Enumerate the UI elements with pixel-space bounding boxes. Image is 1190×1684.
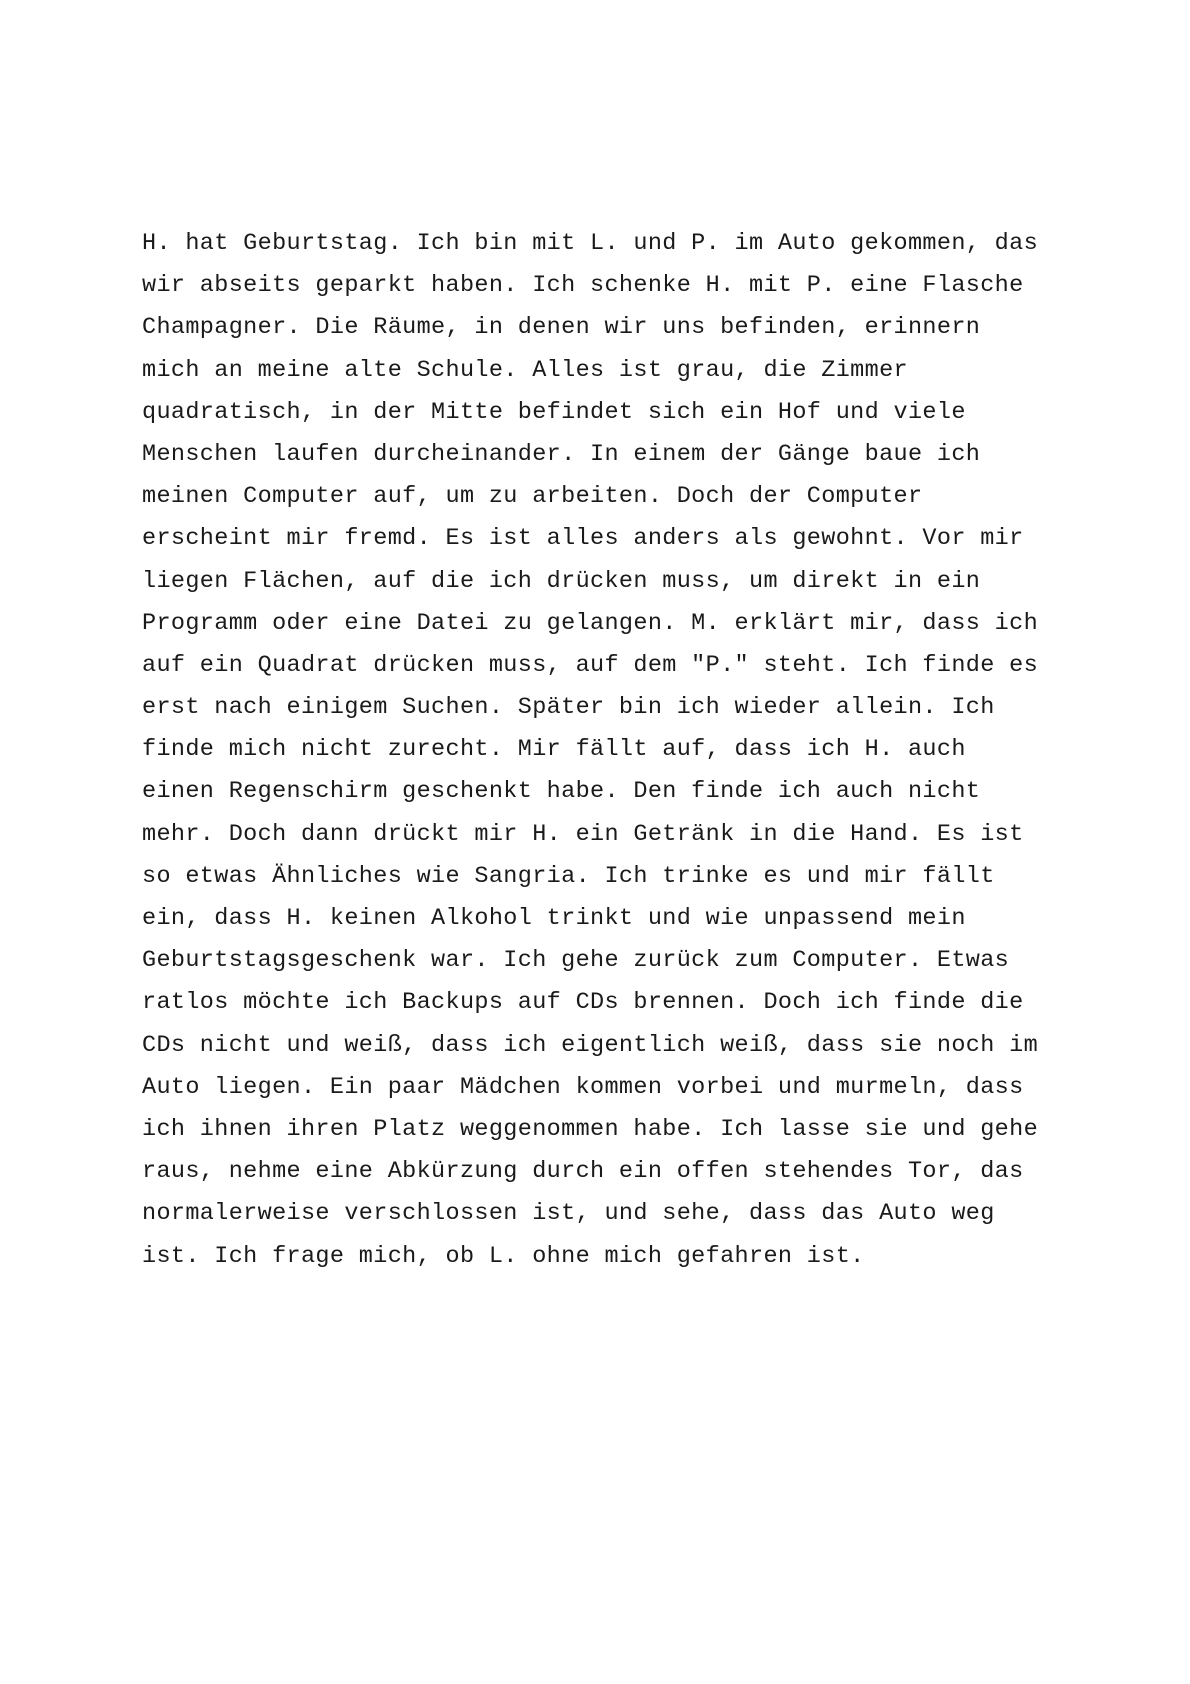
text-line: ist. Ich frage mich, ob L. ohne mich gefahren ist.	[142, 1242, 865, 1270]
text-line: mich an meine alte Schule. Alles ist grau, die Zimmer	[142, 356, 908, 384]
text-line: erst nach einigem Suchen. Später bin ich wieder allein. Ich	[142, 694, 995, 722]
body-text	[142, 223, 1062, 1278]
text-line: Auto liegen. Ein paar Mädchen kommen vorbei und murmeln, dass	[142, 1073, 1024, 1101]
text-line: finde mich nicht zurecht. Mir fällt auf, dass ich H. auch	[142, 736, 966, 764]
text-line: meinen Computer auf, um zu arbeiten. Doch der Computer	[142, 483, 923, 511]
text-line: normalerweise verschlossen ist, und sehe, dass das Auto weg	[142, 1200, 995, 1228]
text-line: ich ihnen ihren Platz weggenommen habe. Ich lasse sie und gehe	[142, 1115, 1039, 1143]
text-line: Programm oder eine Datei zu gelangen. M. erklärt mir, dass ich	[142, 609, 1039, 637]
text-line: CDs nicht und weiß, dass ich eigentlich weiß, dass sie noch im	[142, 1031, 1039, 1059]
text-line: H. hat Geburtstag. Ich bin mit L. und P. im Auto gekommen, das	[142, 230, 1039, 257]
text-line: erscheint mir fremd. Es ist alles anders als gewohnt. Vor mir	[142, 525, 1024, 553]
text-line: mehr. Doch dann drückt mir H. ein Getränk in die Hand. Es ist	[142, 820, 1024, 848]
text-line: liegen Flächen, auf die ich drücken muss, um direkt in ein	[142, 567, 981, 595]
text-line: raus, nehme eine Abkürzung durch ein offen stehendes Tor, das	[142, 1158, 1024, 1186]
text-line: Menschen laufen durcheinander. In einem der Gänge baue ich	[142, 440, 981, 468]
text-line: so etwas Ähnliches wie Sangria. Ich trinke es und mir fällt	[142, 862, 995, 890]
text-line: wir abseits geparkt haben. Ich schenke H. mit P. eine Flasche	[142, 272, 1024, 300]
text-line: ein, dass H. keinen Alkohol trinkt und wie unpassend mein	[142, 905, 966, 932]
text-line: ratlos möchte ich Backups auf CDs brennen. Doch ich finde die	[142, 989, 1024, 1017]
text-line: auf ein Quadrat drücken muss, auf dem "P." steht. Ich finde es	[142, 651, 1039, 679]
text-line: quadratisch, in der Mitte befindet sich ein Hof und viele	[142, 398, 966, 426]
text-line: Geburtstagsgeschenk war. Ich gehe zurück zum Computer. Etwas	[142, 947, 1010, 975]
text-line: einen Regenschirm geschenkt habe. Den finde ich auch nicht	[142, 778, 981, 806]
text-line: Champagner. Die Räume, in denen wir uns befinden, erinnern	[142, 314, 981, 342]
